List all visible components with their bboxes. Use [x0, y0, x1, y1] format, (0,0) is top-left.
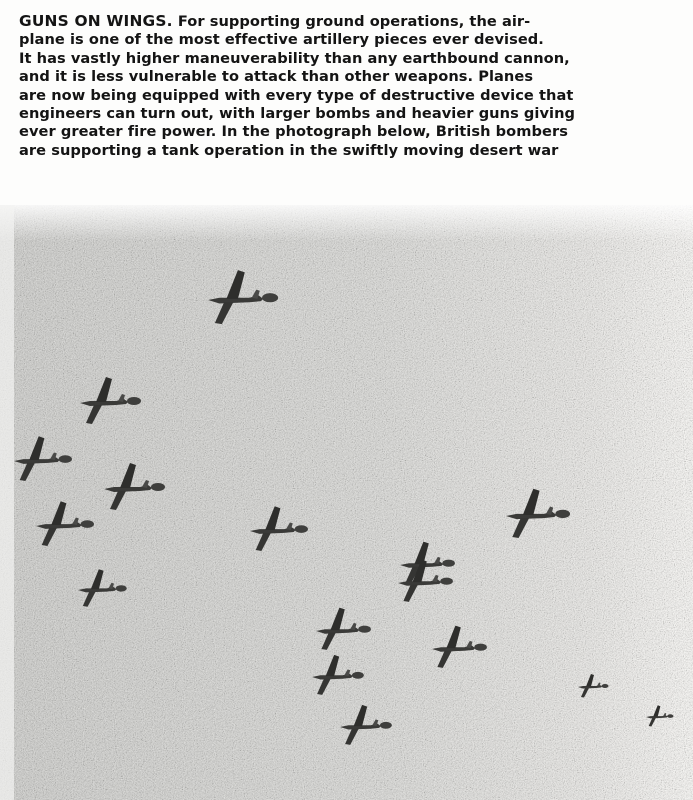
caption-line-5: are now being equipped with every type of destructive device that: [19, 86, 574, 104]
caption-line-7: ever greater fire power. In the photograph below, British bombers: [19, 123, 568, 141]
caption-line-2: plane is one of the most effective artillery pieces ever devised.: [19, 31, 544, 49]
caption-line-8: are supporting a tank operation in the swiftly moving desert war: [19, 141, 559, 159]
caption-line-1-body: For supporting ground operations, the air-: [172, 13, 531, 30]
caption-headline: GUNS ON WINGS.: [19, 12, 173, 30]
caption-line-3: It has vastly higher maneuverability than any earthbound cannon,: [19, 49, 570, 67]
caption-line-1: [19, 12, 679, 31]
photograph-bombers-formation: [0, 205, 693, 800]
caption-text: [19, 12, 679, 160]
caption-line-4: and it is less vulnerable to attack than other weapons. Planes: [19, 68, 534, 86]
caption-line-6: engineers can turn out, with larger bombs and heavier guns giving: [19, 105, 576, 123]
